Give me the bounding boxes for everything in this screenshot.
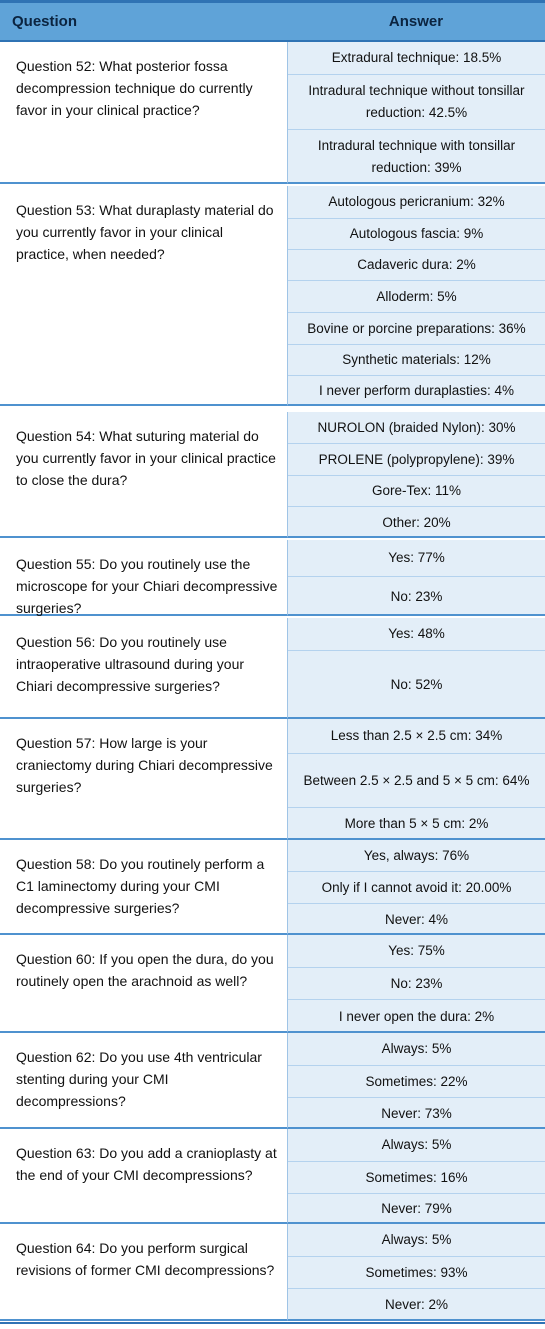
table-row	[0, 719, 545, 840]
answer-column	[287, 1129, 545, 1224]
table-row	[0, 412, 545, 538]
answer-column	[287, 935, 545, 1033]
answer-cell: Never: 79%	[288, 1193, 545, 1224]
answer-cell: Cadaveric dura: 2%	[288, 249, 545, 280]
table-bottom-rule	[0, 1322, 545, 1329]
answer-column	[287, 618, 545, 719]
question-cell: Question 63: Do you add a cranioplasty at the end of your CMI decompressions?	[0, 1129, 287, 1224]
answer-cell: Yes: 77%	[388, 550, 445, 565]
question-cell: Question 62: Do you use 4th ventricular stenting during your CMI decompressions?	[0, 1033, 287, 1129]
answer-column	[287, 1033, 545, 1129]
answer-cell: Sometimes: 93%	[288, 1256, 545, 1288]
answer-cell: Always: 5%	[381, 1041, 452, 1056]
answer-cell: Sometimes: 16%	[288, 1161, 545, 1193]
answer-column	[287, 719, 545, 840]
answer-column	[287, 186, 545, 406]
answer-cell: No: 52%	[288, 650, 545, 719]
answer-cell: Yes, always: 76%	[363, 847, 470, 863]
question-cell: Question 52: What posterior fossa decompression technique do currently favor in your clinical practice?	[0, 42, 287, 184]
answer-cell: More than 5 × 5 cm: 2%	[288, 807, 545, 840]
answer-column	[287, 1224, 545, 1321]
table-row	[0, 42, 545, 184]
table-row	[0, 1033, 545, 1129]
answer-cell: Yes: 48%	[388, 626, 445, 641]
question-cell: Question 56: Do you routinely use intraoperative ultrasound during your Chiari decompressive surgeries?	[0, 618, 287, 719]
answer-cell: Synthetic materials: 12%	[288, 344, 545, 375]
question-cell: Question 53: What duraplasty material do you currently favor in your clinical practice, when needed?	[0, 186, 287, 406]
answer-cell: Never: 2%	[288, 1288, 545, 1321]
table-row	[0, 1129, 545, 1224]
answer-cell: Extradural technique: 18.5%	[331, 50, 502, 65]
answer-cell: Never: 4%	[288, 903, 545, 935]
question-cell: Question 54: What suturing material do you currently favor in your clinical practice to close the dura?	[0, 412, 287, 538]
answer-cell: Always: 5%	[381, 1137, 452, 1152]
answer-column	[287, 42, 545, 184]
answer-cell: Less than 2.5 × 2.5 cm: 34%	[330, 728, 503, 743]
table-row	[0, 540, 545, 616]
answer-cell: Other: 20%	[288, 506, 545, 538]
answer-cell: No: 23%	[288, 576, 545, 616]
table-row	[0, 935, 545, 1033]
answer-cell: Always: 5%	[381, 1232, 452, 1247]
answer-cell: Only if I cannot avoid it: 20.00%	[288, 871, 545, 903]
question-cell: Question 55: Do you routinely use the microscope for your Chiari decompressive surgeries?	[0, 540, 287, 616]
answer-cell: Never: 73%	[288, 1097, 545, 1129]
question-cell: Question 64: Do you perform surgical revisions of former CMI decompressions?	[0, 1224, 287, 1321]
header-answer: Answer	[388, 13, 444, 30]
question-cell: Question 58: Do you routinely perform a C1 laminectomy during your CMI decompressive surgeries?	[0, 840, 287, 935]
question-cell: Question 57: How large is your craniectomy during Chiari decompressive surgeries?	[0, 719, 287, 840]
answer-cell: Alloderm: 5%	[288, 280, 545, 312]
answer-cell: I never open the dura: 2%	[288, 999, 545, 1033]
answer-cell: I never perform duraplasties: 4%	[288, 375, 545, 406]
header-question: Question	[12, 13, 78, 30]
answer-cell: NUROLON (braided Nylon): 30%	[317, 419, 516, 435]
answer-cell: Sometimes: 22%	[288, 1065, 545, 1097]
table-row	[0, 186, 545, 406]
table-row	[0, 1224, 545, 1321]
answer-cell: Intradural technique with tonsillar reduction: 39%	[288, 129, 545, 184]
table-row	[0, 840, 545, 935]
answer-column	[287, 540, 545, 616]
answer-cell: Autologous pericranium: 32%	[328, 194, 505, 209]
answer-cell: Between 2.5 × 2.5 and 5 × 5 cm: 64%	[288, 753, 545, 807]
answer-cell: PROLENE (polypropylene): 39%	[288, 443, 545, 475]
answer-cell: No: 23%	[288, 967, 545, 999]
answer-cell: Autologous fascia: 9%	[288, 218, 545, 249]
question-cell: Question 60: If you open the dura, do you routinely open the arachnoid as well?	[0, 935, 287, 1033]
answer-cell: Intradural technique without tonsillar reduction: 42.5%	[288, 74, 545, 129]
answer-cell: Yes: 75%	[388, 943, 445, 958]
answer-column	[287, 840, 545, 935]
table-row	[0, 618, 545, 719]
answer-column	[287, 412, 545, 538]
answer-cell: Bovine or porcine preparations: 36%	[288, 312, 545, 344]
answer-cell: Gore-Tex: 11%	[288, 475, 545, 506]
table-header	[0, 0, 545, 42]
